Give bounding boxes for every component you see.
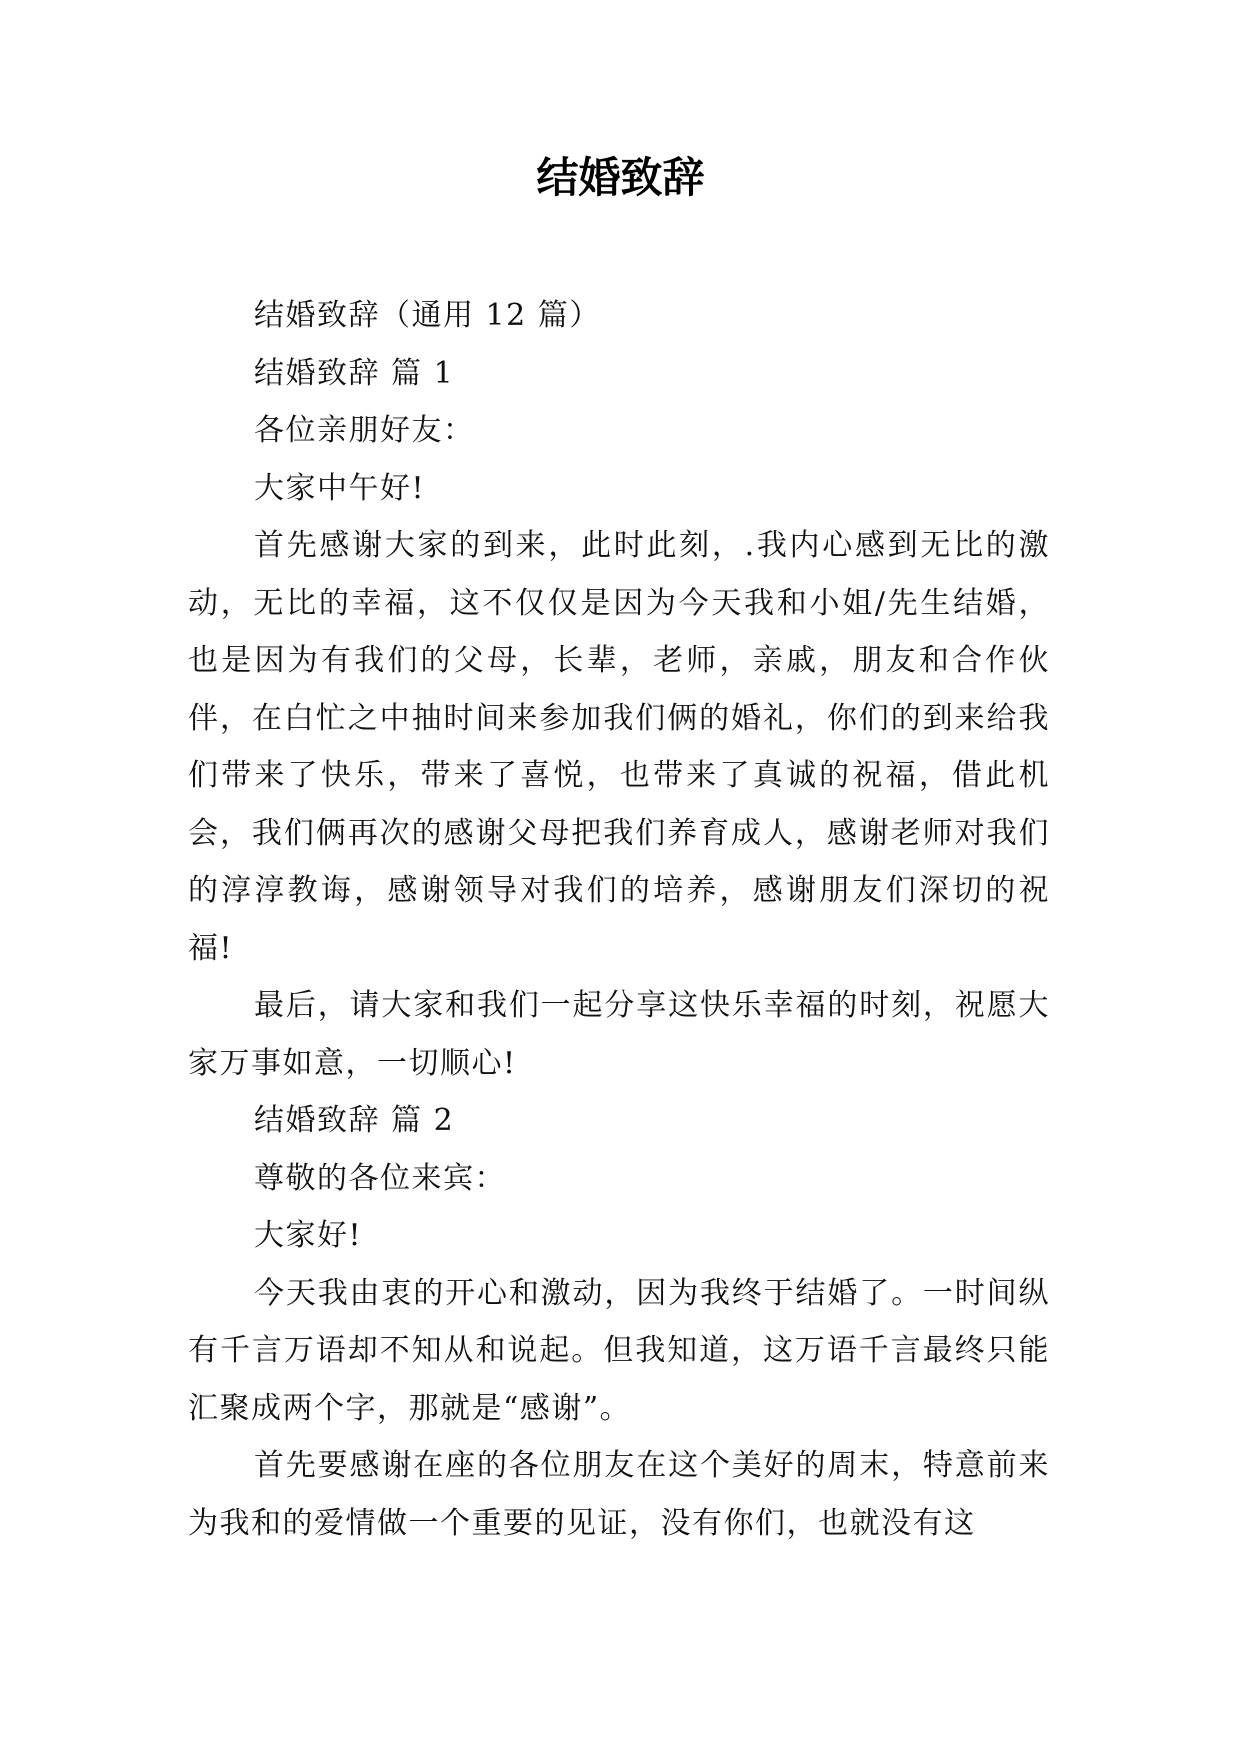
document-body xyxy=(188,287,1050,1552)
body-paragraph: 首先感谢大家的到来，此时此刻，.我内心感到无比的激动，无比的幸福，这不仅仅是因为今天我和小姐/先生结婚，也是因为有我们的父母，长辈，老师，亲戚，朋友和合作伙伴，在白忙之中抽时间来参加我们俩的婚礼，你们的到来给我们带来了快乐，带来了喜悦，也带来了真诚的祝福，借此机会，我们俩再次的感谢父母把我们养育成人，感谢老师对我们的淳淳教诲，感谢领导对我们的培养，感谢朋友们深切的祝福! xyxy=(188,528,1050,966)
salutation-paragraph: 尊敬的各位来宾： xyxy=(254,1160,506,1196)
body-paragraph: 今天我由衷的开心和激动，因为我终于结婚了。一时间纵有千言万语却不知从和说起。但我知道，这万语千言最终只能汇聚成两个字，那就是“感谢”。 xyxy=(188,1275,1050,1426)
body-paragraph: 最后，请大家和我们一起分享这快乐幸福的时刻，祝愿大家万事如意，一切顺心! xyxy=(188,988,1050,1081)
greeting-paragraph: 大家中午好! xyxy=(254,470,426,506)
salutation-paragraph: 各位亲朋好友： xyxy=(254,413,475,448)
document-title: 结婚致辞 xyxy=(536,153,705,202)
greeting-paragraph: 大家好! xyxy=(254,1218,363,1253)
section-heading-1: 结婚致辞 篇 1 xyxy=(254,355,455,391)
section-heading-2: 结婚致辞 篇 2 xyxy=(254,1103,455,1138)
subtitle-paragraph: 结婚致辞（通用 12 篇） xyxy=(254,298,601,333)
body-paragraph: 首先要感谢在座的各位朋友在这个美好的周末，特意前来为我和的爱情做一个重要的见证，没有你们，也就没有这 xyxy=(188,1448,1050,1541)
